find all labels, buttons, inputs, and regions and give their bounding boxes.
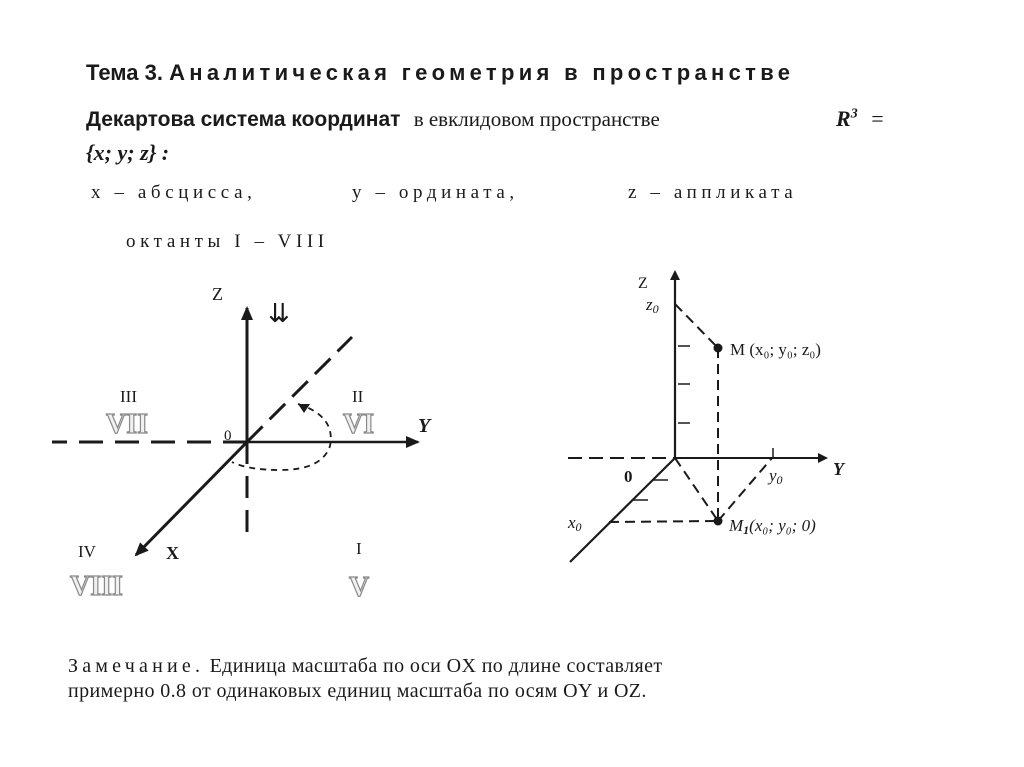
- octant-7-label: VII: [106, 409, 149, 440]
- space-set: {x; y; z} :: [86, 140, 170, 165]
- left-z-label: Z: [212, 284, 223, 304]
- remark-line-1-text: Единица масштаба по оси OX по длине составляет: [209, 655, 663, 677]
- left-x-axis: [136, 442, 247, 555]
- right-x-axis: [570, 458, 675, 562]
- subtitle-rest: в евклидовом пространстве: [413, 107, 660, 131]
- right-y-label: Y: [833, 459, 844, 479]
- point-m-label: M (x₀; y₀; z₀): [730, 340, 821, 359]
- octant-5-label: V: [349, 572, 370, 603]
- space-symbol: $R^3$ =: [836, 106, 884, 131]
- y0-label: y0: [769, 466, 783, 487]
- down-arrows-icon: ⇊: [268, 299, 290, 328]
- left-neg-x-axis: [247, 337, 352, 442]
- left-y-label: Y: [418, 415, 431, 437]
- m1-to-y0-line: [718, 458, 772, 521]
- octants-label: октанты I – VIII: [126, 231, 329, 252]
- remark-label: Замечание.: [68, 655, 205, 677]
- octant-1-label: I: [356, 539, 362, 558]
- term-ordinate: y – ордината,: [352, 182, 519, 203]
- tema-label: Тема 3.: [86, 60, 163, 85]
- remark-line-1: [68, 655, 663, 678]
- point-m1-label: M1(x₀; y₀; 0): [729, 516, 816, 537]
- octant-8-label: VIII: [70, 571, 123, 602]
- term-applicate: z – аппликата: [628, 182, 798, 203]
- point-m1: [714, 517, 723, 526]
- right-diagram: [567, 272, 846, 562]
- left-diagram: [52, 284, 432, 603]
- term-abscissa: x – абсцисса,: [91, 182, 257, 203]
- z0-label: z0: [646, 295, 659, 316]
- x0-to-m1-line: [609, 521, 718, 522]
- x0-label: x0: [568, 513, 582, 534]
- left-x-label: X: [166, 543, 179, 563]
- octant-4-label: IV: [78, 542, 96, 561]
- subtitle-bold: Декартова система координат: [86, 108, 401, 131]
- z0-to-m-line: [675, 304, 718, 348]
- octant-6-label: VI: [343, 409, 375, 440]
- origin-to-m1-line: [675, 458, 718, 521]
- right-origin-label: 0: [624, 467, 633, 486]
- octant-3-label: III: [120, 387, 137, 406]
- octant-2-label: II: [352, 387, 364, 406]
- point-m: [714, 344, 723, 353]
- tema-text: Аналитическая геометрия в пространстве: [169, 60, 795, 85]
- right-z-label: Z: [638, 275, 648, 292]
- remark-line-2: примерно 0.8 от одинаковых единиц масштаба по осям OY и OZ.: [68, 680, 647, 702]
- left-origin-label: 0: [224, 428, 232, 444]
